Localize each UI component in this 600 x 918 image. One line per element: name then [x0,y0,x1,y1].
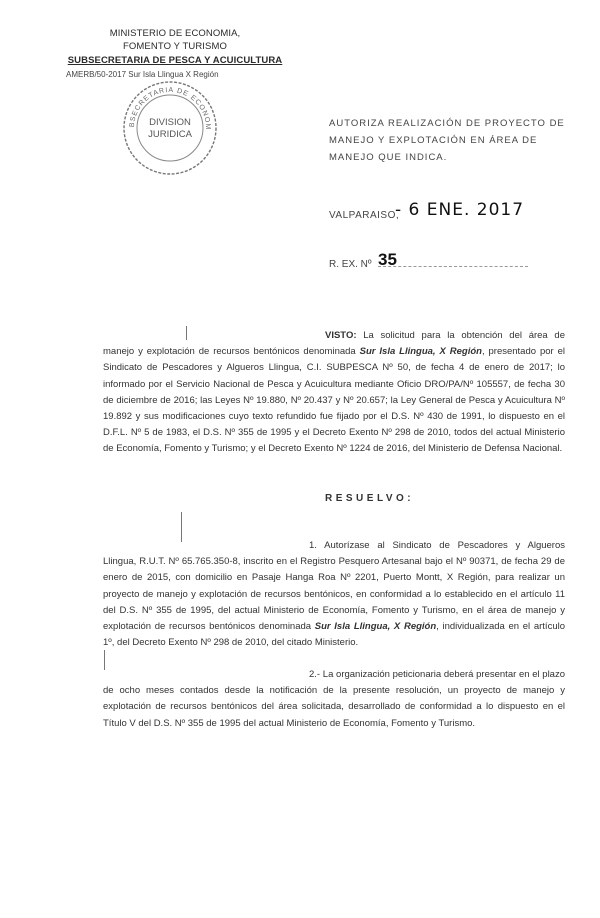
stamp-line2: JURIDICA [148,129,192,140]
visto-label: VISTO: [325,330,357,341]
stamp-seal-icon [120,78,220,178]
item-2-number: 2.- [309,669,321,680]
date-stamp: - 6 ENE. 2017 [395,200,525,220]
stamp-line1: DIVISION [149,117,191,128]
resuelvo-heading: RESUELVO: [325,493,415,504]
place-label: VALPARAISO, [329,210,400,221]
division-juridica-stamp [120,78,220,178]
resolution-item-2 [103,667,565,732]
item-1-text-1: Autorízase al Sindicato de Pescadores y Algueros Llingua, R.U.T. Nº 65.765.350-8, inscrito en el Registro Pesquero Artesanal bajo el Nº 90371, de fecha 29 de enero de 2015, con domicilio en Pasaje Hanga Roa Nº 2201, Puerto Montt, X Región, para realizar un proyecto de manejo y explotación de recursos bentónicos, en conformidad a lo establecido en el artículo 11 del D.S. Nº 355 de 1995, del actual Ministerio de Economía, Fomento y Turismo, en el área de manejo y explotación de recursos bentónicos denominada [103,540,565,633]
rex-number-line [378,266,528,267]
resolution-item-1 [103,538,565,651]
visto-paragraph [103,328,565,458]
ministry-name-line1: MINISTERIO DE ECONOMIA, [109,28,241,39]
visto-area-name: Sur Isla Llingua, X Región [359,346,482,358]
rex-label-text: R. EX. Nº [329,259,372,270]
visto-text-1: La solicitud para la obtención del área de manejo y explotación de recursos bentónicos denominada [103,330,565,358]
item-1-text-2: , individualizada en el artículo 1º, del Decreto Exento Nº 298 de 2010, del citado Ministerio. [103,621,565,649]
resolution-subject: AUTORIZA REALIZACIÓN DE PROYECTO DE MANEJO Y EXPLOTACIÓN EN ÁREA DE MANEJO QUE INDICA. [329,118,565,163]
subsecretaria-name: SUBSECRETARIA DE PESCA Y ACUICULTURA [67,55,283,66]
stamp-outer-text: BSECRETARIA DE ECONOM [128,86,212,131]
rex-label [329,259,528,270]
ministry-name-line2: FOMENTO Y TURISMO [123,41,227,52]
rex-number: 35 [378,250,397,269]
item-1-area-name: Sur Isla Llingua, X Región [314,621,437,633]
item-2-text: La organización peticionaria deberá presentar en el plazo de ocho meses contados desde la notificación de la presente resolución, un proyecto de manejo y explotación de recursos bentónicos del área solicitada, desarrollado de conformidad a lo dispuesto en el Título V del D.S. Nº 355 de 1995 del actual Ministerio de Economía, Fomento y Turismo. [103,669,565,729]
document-reference: AMERB/50-2017 Sur Isla Llingua X Región [66,70,219,79]
visto-text-2: , presentado por el Sindicato de Pescadores y Algueros Llingua, C.I. SUBPESCA Nº 50, de fecha 4 de enero de 2017; lo informado por el Servicio Nacional de Pesca y Acuicultura mediante Oficio DRO/PA/Nº 105557, de fecha 30 de diciembre de 2016; las Leyes Nº 19.880, Nº 20.437 y Nº 20.657; la Ley General de Pesca y Acuicultura Nº 19.892 y sus modificaciones cuyo texto refundido fue fijado por el D.S. Nº 430 de 1991, lo dispuesto en el D.F.L. Nº 5 de 1983, el D.S. Nº 355 de 1995 y el Decreto Exento Nº 298 de 2010, todos del actual Ministerio de Economía, Fomento y Turismo; y el Decreto Exento Nº 1224 de 2016, del Ministerio de Defensa Nacional. [103,346,565,455]
item-1-number: 1. [309,540,317,551]
